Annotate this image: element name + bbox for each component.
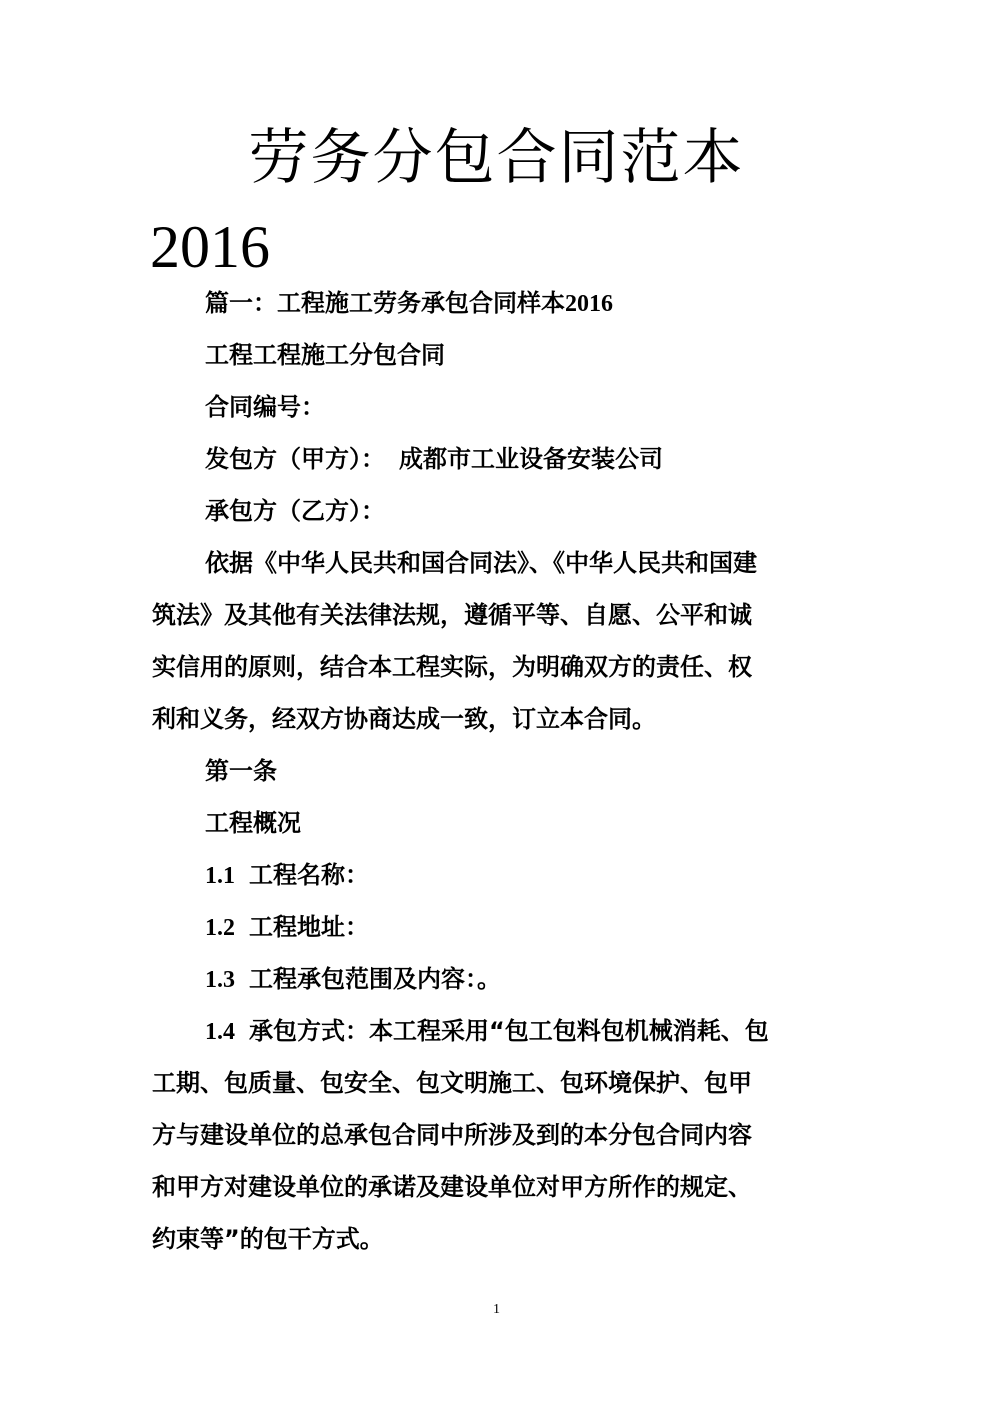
clause-1-4-line: 工期、包质量、包安全、包文明施工、包环境保护、包甲 xyxy=(152,1069,752,1097)
party-a-label: 发包方（甲方）： xyxy=(205,445,385,473)
page-number: 1 xyxy=(493,1302,500,1317)
clause-number: 1.4 xyxy=(205,1019,235,1045)
party-a-value: 成都市工业设备安装公司 xyxy=(399,445,663,473)
clause-1-4 xyxy=(205,1016,905,1047)
clause-text: 承包方式：本工程采用“包工包料包机械消耗、包 xyxy=(249,1017,769,1045)
section-heading-year: 2016 xyxy=(565,291,613,317)
clause-1-3 xyxy=(205,964,905,995)
clause-1-2 xyxy=(205,912,905,943)
clause-1-4-line: 约束等”的包干方式。 xyxy=(152,1225,384,1253)
preamble-line: 筑法》及其他有关法律法规，遵循平等、自愿、公平和诚 xyxy=(152,601,752,629)
document-title: 劳务分包合同范本 xyxy=(248,123,745,193)
clause-text: 工程承包范围及内容：。 xyxy=(249,965,501,993)
clause-1-4-line: 和甲方对建设单位的承诺及建设单位对甲方所作的规定、 xyxy=(152,1173,752,1201)
section-heading-text: 篇一：工程施工劳务承包合同样本 xyxy=(205,289,565,317)
party-b-label: 承包方（乙方）： xyxy=(205,497,385,525)
clause-1-1 xyxy=(205,860,905,891)
preamble-line: 利和义务，经双方协商达成一致，订立本合同。 xyxy=(152,705,656,733)
clause-number: 1.2 xyxy=(205,915,235,941)
preamble-line: 依据《中华人民共和国合同法》、《中华人民共和国建 xyxy=(205,549,757,577)
section-heading xyxy=(205,288,905,319)
clause-text: 工程地址： xyxy=(249,913,369,941)
clause-number: 1.3 xyxy=(205,967,235,993)
clause-number: 1.1 xyxy=(205,863,235,889)
clause-1-4-line: 方与建设单位的总承包合同中所涉及到的本分包合同内容 xyxy=(152,1121,752,1149)
clause-text: 工程名称： xyxy=(249,861,369,889)
preamble-line: 实信用的原则，结合本工程实际，为明确双方的责任、权 xyxy=(152,653,752,681)
party-a-row xyxy=(205,444,905,474)
contract-number-label: 合同编号： xyxy=(205,393,325,421)
article-title: 工程概况 xyxy=(205,809,301,837)
article-label: 第一条 xyxy=(205,757,277,785)
contract-subtitle: 工程工程施工分包合同 xyxy=(205,341,445,369)
document-title-year: 2016 xyxy=(150,214,270,280)
